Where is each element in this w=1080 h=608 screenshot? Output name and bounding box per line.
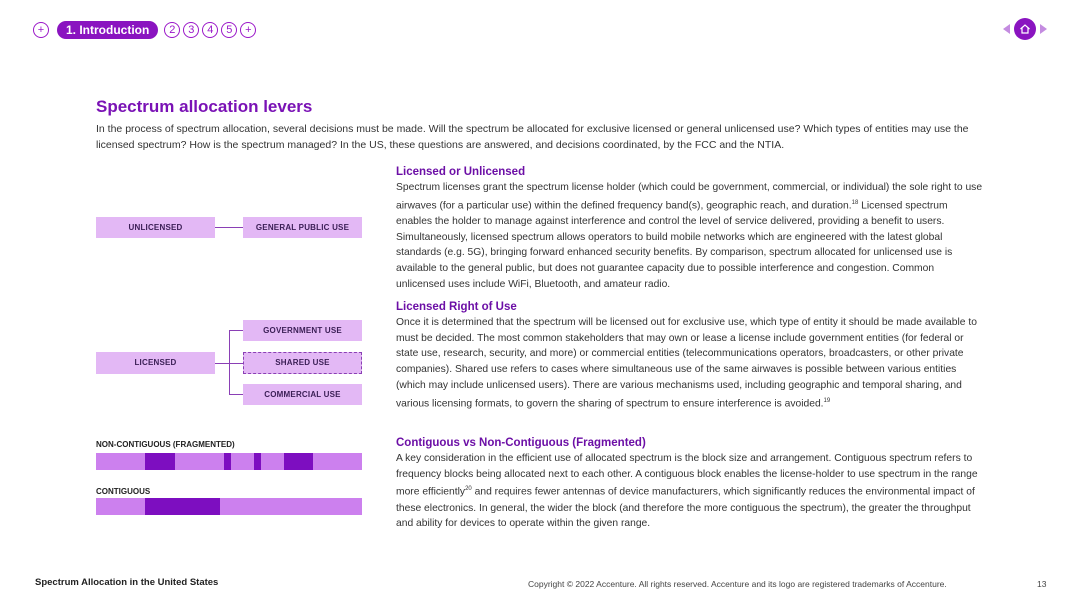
document-title: Spectrum Allocation in the United States [35,577,219,588]
home-button[interactable] [1014,18,1036,40]
nav-page-2[interactable]: 2 [164,22,180,38]
section-contiguous [396,437,986,532]
footnote-ref[interactable]: 19 [823,397,831,404]
page-title: Spectrum allocation levers [96,97,313,116]
government-use-box: GOVERNMENT USE [243,320,362,341]
intro-paragraph: In the process of spectrum allocation, several decisions must be made. Will the spectrum be allocated for exclusive licensed or general unlicensed use? Which types of entities may use the licensed spectrum? How is the spectrum managed? In the US, these questions are answered, and decisions coordinated, by the FCC and the NTIA. [96,123,969,151]
contiguous-bar [96,498,362,515]
connector-line [215,227,243,228]
spectrum-block [254,453,261,470]
section-body: Once it is determined that the spectrum will be licensed out for exclusive use, which type of entity it should be made available to must be decided. The most common stakeholders that may own or lease a license include government entities (for federal or state use, research, security, and more) or commercial entities (telecommunications operators, broadcasters, or other private companies). Shared use refers to cases where simultaneous use of the same airwaves is possible between various entities (which may include unlicensed users). There are various mechanisms used, including geographic and temporal sharing, and various licensing formats, to govern the sharing of spectrum to ensure interference is avoided.$^{19}$ [396,317,977,409]
section-body: Spectrum licenses grant the spectrum license holder (which could be government, commercial, or individual) the sole right to use airwaves (for a particular use) within the defined frequency band(s), geographic reach, and duration.$^{18}$ Licensed spectrum enables the holder to manage against interference and control the level of service delivered, providing a benefit to users. Simultaneously, licensed spectrum allows operators to build mobile networks which are engineered with the latest global standards (e.g. 5G), bringing forward enhanced security benefits. By comparison, spectrum allocated for unlicensed use is available to the general public, but does not guarantee capacity due to possible interference and congestion. Common unlicensed uses include WiFi, Bluetooth, and amateur radio. [396,182,983,290]
connector-line [229,363,243,364]
licensed-box: LICENSED [96,352,215,374]
general-public-use-box: GENERAL PUBLIC USE [243,217,362,238]
nav-expand-right-button[interactable]: + [240,22,256,38]
section-nav [33,20,256,40]
shared-use-box: SHARED USE [243,352,362,374]
spectrum-block [145,498,220,515]
connector-line [215,363,229,364]
commercial-use-box: COMMERCIAL USE [243,384,362,405]
spectrum-block [284,453,313,470]
section-licensed-or-unlicensed [396,166,986,292]
copyright-notice: Copyright © 2022 Accenture. All rights reserved. Accenture and its logo are registered trademarks of Accenture. [528,579,947,589]
section-body: A key consideration in the efficient use of allocated spectrum is the block size and arrangement. Contiguous spectrum refers to frequency blocks being allocated next to each other. A contiguous block enables the license-holder to use spectrum in the range more efficiently$^{20}$ and requires fewer antennas of device manufacturers, which significantly reduces the environmental impact of these electronics. In general, the wider the block (and therefore the more contiguous the spectrum), the greater the throughput and ability for devices to operate within the given range. [396,453,978,530]
noncontiguous-bar [96,453,362,470]
home-icon [1019,23,1031,35]
section-heading: Licensed or Unlicensed [396,166,526,178]
noncontiguous-label: NON-CONTIGUOUS (FRAGMENTED) [96,440,235,449]
connector-line [229,394,243,395]
footnote-ref[interactable]: 18 [851,199,859,206]
nav-expand-left-button[interactable]: + [33,22,49,38]
nav-page-5[interactable]: 5 [221,22,237,38]
nav-page-3[interactable]: 3 [183,22,199,38]
page-number: 13 [1037,579,1047,589]
spectrum-block [145,453,175,470]
nav-page-4[interactable]: 4 [202,22,218,38]
unlicensed-box: UNLICENSED [96,217,215,238]
section-licensed-right-of-use [396,301,986,412]
nav-tab-introduction[interactable]: 1. Introduction [57,21,158,39]
next-page-icon[interactable] [1040,24,1047,34]
contiguous-label: CONTIGUOUS [96,487,151,496]
section-heading: Licensed Right of Use [396,301,517,313]
footnote-ref[interactable]: 20 [465,486,472,493]
connector-line [229,330,243,331]
prev-page-icon[interactable] [1003,24,1010,34]
spectrum-block [224,453,231,470]
section-heading: Contiguous vs Non-Contiguous (Fragmented) [396,437,646,449]
page-controls [1003,18,1047,40]
